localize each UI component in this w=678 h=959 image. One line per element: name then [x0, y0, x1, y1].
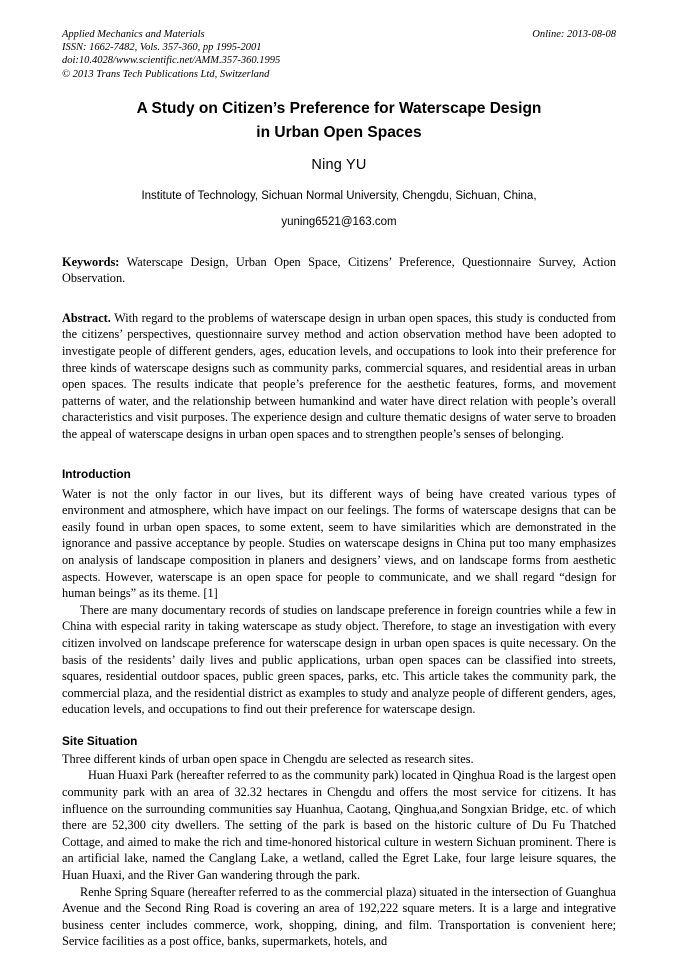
author-affiliation: Institute of Technology, Sichuan Normal University, Chengdu, Sichuan, China,: [141, 189, 537, 202]
keywords-block: [62, 254, 616, 287]
section-heading-introduction: Introduction: [62, 466, 131, 481]
copyright-line: © 2013 Trans Tech Publications Ltd, Switzerland: [62, 68, 270, 80]
paragraph: Three different kinds of urban open space in Chengdu are selected as research sites.: [62, 751, 474, 766]
issn-line: ISSN: 1662-7482, Vols. 357-360, pp 1995-2001: [62, 42, 262, 54]
title-line-2: in Urban Open Spaces: [256, 123, 422, 141]
page-title: [62, 97, 616, 145]
paragraph: Huan Huaxi Park (hereafter referred to as the community park) located in Qinghua Road is the largest open community park with an area of 32.32 hectares in Chengdu and offers the most service for citizens. It has influence on the surrounding communities say Huanhua, Caotang, Qinghua,and Songxian Bridge, etc. of which there are 52,300 city dwellers. The setting of the park is based on the historic culture of Du Fu Thatched Cottage, and aimed to make the rich and time-honored historical culture in western Sichuan prominent. There is an artificial lake, named the Canglang Lake, a wetland, called the Egret Lake, four large leisure squares, the Huan Huaxi, and the River Gan wandering through the park.: [62, 768, 617, 883]
abstract-block: [62, 310, 616, 443]
page-header: [62, 28, 616, 81]
keywords-text: Waterscape Design, Urban Open Space, Citizens’ Preference, Questionnaire Survey, Action Observation.: [62, 254, 616, 286]
online-date: Online: 2013-08-08: [532, 29, 616, 40]
author-name: Ning YU: [311, 156, 367, 173]
doi-line: doi:10.4028/www.scientific.net/AMM.357-360.1995: [62, 55, 281, 67]
abstract-label: Abstract.: [62, 310, 111, 325]
section-heading-site-situation: Site Situation: [62, 733, 138, 748]
journal-name: Applied Mechanics and Materials: [62, 29, 205, 40]
author-email: yuning6521@163.com: [281, 215, 397, 228]
abstract-text: With regard to the problems of waterscape design in urban open spaces, this study is conducted from the citizens’ perspectives, questionnaire survey method and action observation method have been adopted to investigate people of different genders, ages, education levels, and occupations to look into their preference for three kinds of waterscape designs such as community parks, commercial squares, and residential areas in urban open spaces. The results indicate that people’s preference for the aesthetic features, forms, and movement patterns of water, and the relationship between humankind and water have direct relation with people’s overall characteristics and visit purposes. The experience design and culture thematic designs of water serve to broaden the appeal of waterscape designs in urban open spaces and to strengthen people’s senses of belonging.: [62, 310, 616, 441]
header-left-block: [62, 28, 280, 81]
title-line-1: A Study on Citizen’s Preference for Waterscape Design: [136, 99, 542, 117]
paragraph: Renhe Spring Square (hereafter referred to as the commercial plaza) situated in the intersection of Guanghua Avenue and the Second Ring Road is covering an area of 192,222 square meters. It is a large and integrative business center includes commerce, work, shopping, dining, and film. Transportation is convenient here; Service facilities as a post office, banks, supermarkets, hotels, and: [62, 884, 616, 949]
paragraph: There are many documentary records of studies on landscape preference in foreign countries while a few in China with especial rarity in taking waterscape as study object. Therefore, to stage an investigation with every citizen involved on landscape preference for waterscape design in urban open spaces is quite necessary. On the basis of the residents’ daily lives and public applications, urban open spaces can be classified into streets, squares, residential outdoor spaces, public green spaces, parks, etc. This article takes the community park, the commercial plaza, and the residential district as examples to study and analyze people of different genders, ages, education levels, and occupations to find out their preference for waterscape design.: [62, 602, 616, 717]
paragraph: Water is not the only factor in our lives, but its different ways of being have created various types of environment and atmosphere, which have impact on our feelings. The forms of waterscape designs that can be easily found in urban open spaces, to some extent, seem to have similarities which are demonstrated in the ignorance and passive acceptance by people. Studies on waterscape designs in China put too many emphasizes on analysis of landscape composition in planers and designers’ views, and on landscape forms from aesthetic aspects. However, waterscape is an open space for people to communicate, and we shall regard “design for human beings” as its theme. [1]: [62, 486, 616, 601]
keywords-label: Keywords:: [62, 254, 120, 269]
